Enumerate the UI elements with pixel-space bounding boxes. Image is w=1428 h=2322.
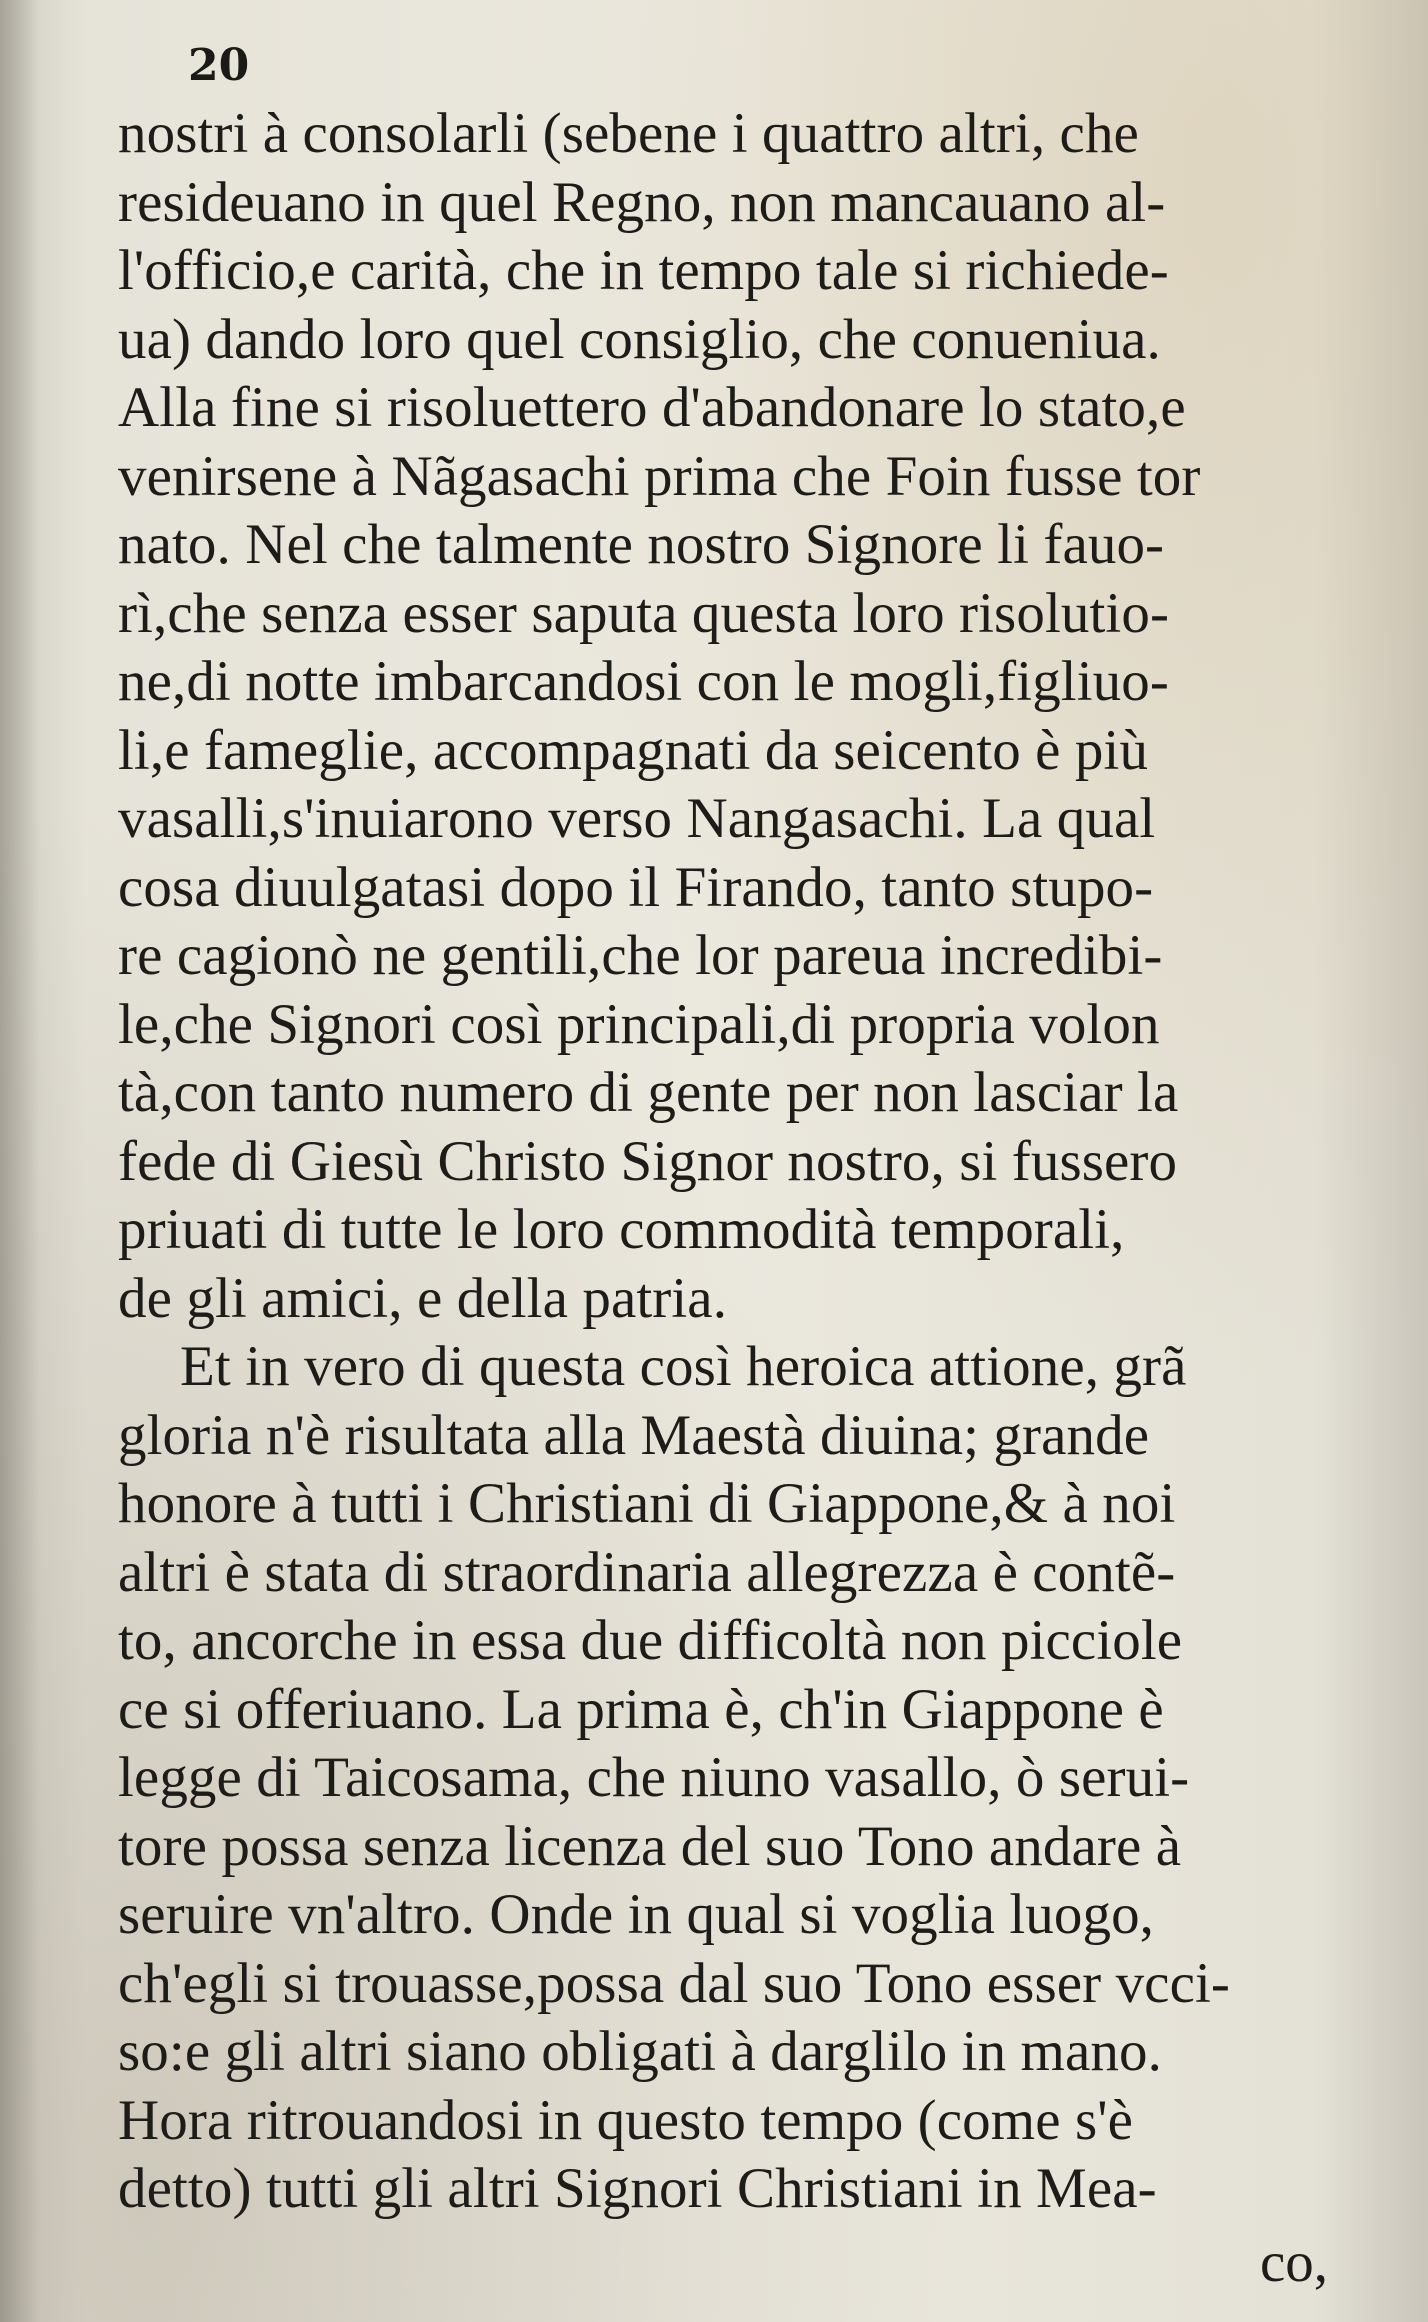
text-line: l'officio,e carità, che in tempo tale si richiede- xyxy=(118,239,1169,302)
text-line: le,che Signori così principali,di propria volon xyxy=(118,992,1160,1056)
text-line: tore possa senza licenza del suo Tono andare à xyxy=(118,1814,1182,1878)
text-line: ce si offeriuano. La prima è, ch'in Giappone è xyxy=(118,1677,1164,1741)
text-line: de gli amici, e della patria. xyxy=(118,1266,728,1330)
text-line: li,e fameglie, accompagnati da seicento è più xyxy=(118,718,1149,782)
catchword: co, xyxy=(1259,2231,1328,2294)
text-line: ne,di notte imbarcandosi con le mogli,figliuo- xyxy=(118,650,1169,713)
text-line: fede di Giesù Christo Signor nostro, si fussero xyxy=(118,1129,1178,1193)
text-line: resideuano in quel Regno, non mancauano al- xyxy=(118,170,1166,234)
text-line: ua) dando loro quel consiglio, che conueniua. xyxy=(118,307,1161,371)
text-line: seruire vn'altro. Onde in qual si voglia luogo, xyxy=(118,1883,1155,1946)
text-line: Hora ritrouandosi in questo tempo (come s'è xyxy=(118,2088,1133,2152)
text-line: rì,che senza esser saputa questa loro risolutio- xyxy=(118,581,1170,645)
text-line: vasalli,s'inuiarono verso Nangasachi. La qual xyxy=(118,787,1156,850)
text-line: gloria n'è risultata alla Maestà diuina; grande xyxy=(118,1403,1150,1467)
text-line: ch'egli si trouasse,possa dal suo Tono esser vcci- xyxy=(118,1951,1230,2015)
gutter-shadow xyxy=(0,0,40,2322)
page-number: 20 xyxy=(188,40,250,91)
body-text xyxy=(118,100,1333,2224)
text-line: to, ancorche in essa due difficoltà non picciole xyxy=(118,1609,1183,1672)
text-line: honore à tutti i Christiani di Giappone,& à noi xyxy=(118,1472,1176,1535)
text-line: venirsene à Nãgasachi prima che Foin fusse tor xyxy=(118,444,1201,508)
text-line: Alla fine si risoluettero d'abandonare lo stato,e xyxy=(118,376,1186,439)
text-line: priuati di tutte le loro commodità temporali, xyxy=(118,1198,1125,1261)
text-line: re cagionò ne gentili,che lor pareua incredibi- xyxy=(118,924,1163,987)
text-line: nato. Nel che talmente nostro Signore li fauo- xyxy=(118,513,1165,576)
text-line: so:e gli altri siano obligati à darglilo in mano. xyxy=(118,2020,1162,2083)
text-line: cosa diuulgatasi dopo il Firando, tanto stupo- xyxy=(118,855,1154,919)
text-line: Et in vero di questa così heroica attione, grã xyxy=(180,1335,1187,1398)
text-line: nostri à consolarli (sebene i quattro altri, che xyxy=(118,102,1139,165)
text-line: legge di Taicosama, che niuno vasallo, ò serui- xyxy=(118,1746,1190,1809)
text-line: tà,con tanto numero di gente per non lasciar la xyxy=(118,1061,1179,1124)
text-line: altri è stata di straordinaria allegrezza è contẽ- xyxy=(118,1540,1176,1604)
text-line: detto) tutti gli altri Signori Christiani in Mea- xyxy=(118,2157,1157,2220)
